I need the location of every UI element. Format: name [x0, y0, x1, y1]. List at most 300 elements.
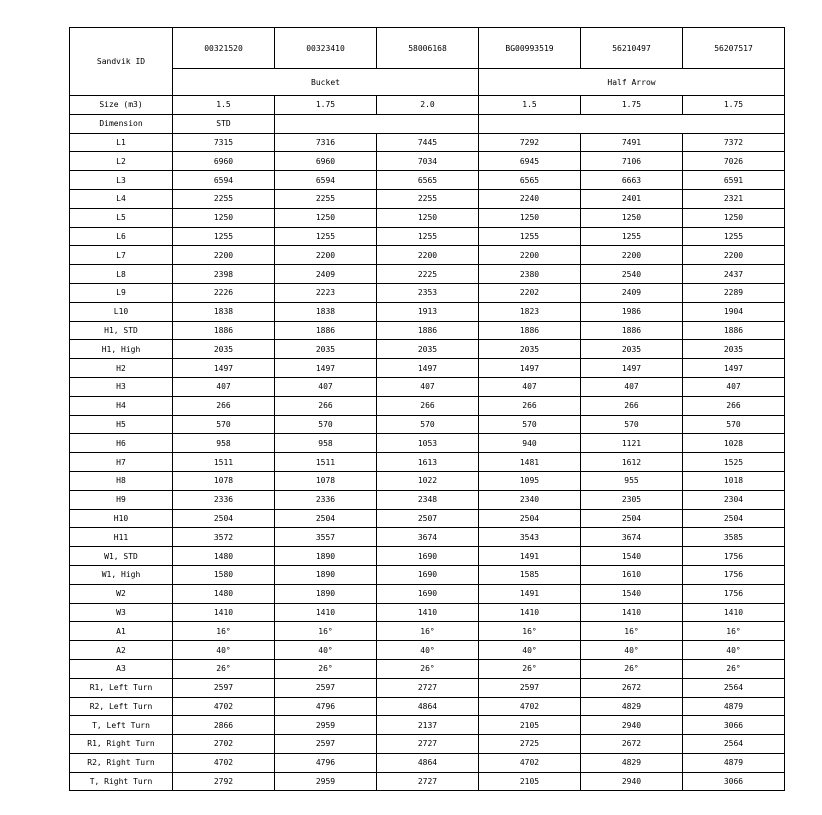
value-cell: 2336 — [173, 490, 275, 509]
value-cell: 2304 — [683, 490, 785, 509]
value-cell: 958 — [275, 434, 377, 453]
value-cell: 570 — [683, 415, 785, 434]
value-cell: 7315 — [173, 133, 275, 152]
value-cell: 1410 — [377, 603, 479, 622]
value-cell: 40° — [479, 641, 581, 660]
value-cell: 1255 — [377, 227, 479, 246]
row-label: A3 — [70, 659, 173, 678]
value-cell: 1491 — [479, 547, 581, 566]
value-cell: 6565 — [377, 171, 479, 190]
value-cell: 6663 — [581, 171, 683, 190]
row-label: R2, Right Turn — [70, 753, 173, 772]
value-cell: 2727 — [377, 772, 479, 791]
row-label: L3 — [70, 171, 173, 190]
value-cell: 1580 — [173, 565, 275, 584]
value-cell: 1886 — [683, 321, 785, 340]
empty-cell — [479, 114, 785, 133]
value-cell: 16° — [581, 622, 683, 641]
value-cell: 1986 — [581, 302, 683, 321]
value-cell: 4702 — [173, 697, 275, 716]
value-cell: 1018 — [683, 471, 785, 490]
value-cell: 1886 — [377, 321, 479, 340]
table-row — [70, 678, 785, 697]
table-row — [70, 716, 785, 735]
value-cell: 1481 — [479, 453, 581, 472]
value-cell: 266 — [581, 396, 683, 415]
value-cell: 4829 — [581, 753, 683, 772]
value-cell: 2336 — [275, 490, 377, 509]
row-label: L7 — [70, 246, 173, 265]
value-cell: 407 — [173, 377, 275, 396]
value-cell: 2504 — [581, 509, 683, 528]
table-row — [70, 753, 785, 772]
table-row — [70, 528, 785, 547]
value-cell: 7316 — [275, 133, 377, 152]
value-cell: 1250 — [581, 208, 683, 227]
value-cell: 407 — [581, 377, 683, 396]
value-cell: 2597 — [275, 735, 377, 754]
value-cell: 1525 — [683, 453, 785, 472]
value-cell: 40° — [581, 641, 683, 660]
row-label: A2 — [70, 641, 173, 660]
header-id-row — [70, 28, 785, 69]
value-cell: 1585 — [479, 565, 581, 584]
row-label: L5 — [70, 208, 173, 227]
size-cell: 1.5 — [479, 96, 581, 115]
value-cell: 1838 — [173, 302, 275, 321]
value-cell: 570 — [479, 415, 581, 434]
table-row — [70, 208, 785, 227]
value-cell: 2725 — [479, 735, 581, 754]
value-cell: 1250 — [275, 208, 377, 227]
value-cell: 6960 — [173, 152, 275, 171]
value-cell: 2105 — [479, 716, 581, 735]
table-row — [70, 453, 785, 472]
size-cell: 1.75 — [581, 96, 683, 115]
value-cell: 2959 — [275, 772, 377, 791]
value-cell: 2035 — [275, 340, 377, 359]
value-cell: 1053 — [377, 434, 479, 453]
row-label: H5 — [70, 415, 173, 434]
value-cell: 1497 — [275, 359, 377, 378]
value-cell: 4702 — [173, 753, 275, 772]
group-half-arrow: Half Arrow — [479, 69, 785, 96]
table-row — [70, 584, 785, 603]
value-cell: 26° — [275, 659, 377, 678]
row-label: H1, High — [70, 340, 173, 359]
value-cell: 1838 — [275, 302, 377, 321]
value-cell: 1491 — [479, 584, 581, 603]
value-cell: 4879 — [683, 753, 785, 772]
size-row — [70, 96, 785, 115]
value-cell: 4796 — [275, 697, 377, 716]
value-cell: 2255 — [275, 189, 377, 208]
value-cell: 2321 — [683, 189, 785, 208]
row-label: A1 — [70, 622, 173, 641]
value-cell: 1410 — [275, 603, 377, 622]
value-cell: 1823 — [479, 302, 581, 321]
table-row — [70, 603, 785, 622]
value-cell: 1890 — [275, 565, 377, 584]
value-cell: 407 — [275, 377, 377, 396]
value-cell: 1904 — [683, 302, 785, 321]
value-cell: 6594 — [173, 171, 275, 190]
table-row — [70, 697, 785, 716]
value-cell: 2200 — [377, 246, 479, 265]
value-cell: 407 — [377, 377, 479, 396]
value-cell: 6591 — [683, 171, 785, 190]
value-cell: 2200 — [173, 246, 275, 265]
value-cell: 6594 — [275, 171, 377, 190]
value-cell: 1497 — [479, 359, 581, 378]
value-cell: 407 — [479, 377, 581, 396]
row-label: T, Right Turn — [70, 772, 173, 791]
table-row — [70, 340, 785, 359]
table-row — [70, 415, 785, 434]
value-cell: 2255 — [377, 189, 479, 208]
table-row — [70, 434, 785, 453]
value-cell: 2727 — [377, 735, 479, 754]
value-cell: 3066 — [683, 716, 785, 735]
value-cell: 2200 — [683, 246, 785, 265]
value-cell: 1497 — [581, 359, 683, 378]
value-cell: 26° — [683, 659, 785, 678]
spec-table-body — [70, 28, 785, 791]
value-cell: 40° — [683, 641, 785, 660]
row-label: W2 — [70, 584, 173, 603]
table-row — [70, 359, 785, 378]
value-cell: 1540 — [581, 547, 683, 566]
row-label: H10 — [70, 509, 173, 528]
value-cell: 2409 — [581, 283, 683, 302]
value-cell: 26° — [581, 659, 683, 678]
table-row — [70, 471, 785, 490]
value-cell: 2866 — [173, 716, 275, 735]
table-row — [70, 622, 785, 641]
value-cell: 40° — [275, 641, 377, 660]
value-cell: 2305 — [581, 490, 683, 509]
value-cell: 266 — [377, 396, 479, 415]
value-cell: 16° — [275, 622, 377, 641]
value-cell: 2035 — [479, 340, 581, 359]
row-label: L4 — [70, 189, 173, 208]
value-cell: 2597 — [479, 678, 581, 697]
value-cell: 1756 — [683, 565, 785, 584]
value-cell: 1613 — [377, 453, 479, 472]
value-cell: 1913 — [377, 302, 479, 321]
value-cell: 7372 — [683, 133, 785, 152]
value-cell: 1480 — [173, 584, 275, 603]
value-cell: 1511 — [173, 453, 275, 472]
value-cell: 2792 — [173, 772, 275, 791]
value-cell: 1612 — [581, 453, 683, 472]
size-cell: 1.5 — [173, 96, 275, 115]
value-cell: 2380 — [479, 265, 581, 284]
value-cell: 2597 — [275, 678, 377, 697]
empty-cell — [275, 114, 479, 133]
value-cell: 2200 — [479, 246, 581, 265]
value-cell: 2564 — [683, 735, 785, 754]
row-label: R1, Left Turn — [70, 678, 173, 697]
value-cell: 1497 — [173, 359, 275, 378]
value-cell: 2255 — [173, 189, 275, 208]
row-label: L10 — [70, 302, 173, 321]
value-cell: 1078 — [275, 471, 377, 490]
value-cell: 1255 — [683, 227, 785, 246]
value-cell: 7491 — [581, 133, 683, 152]
row-label: W3 — [70, 603, 173, 622]
value-cell: 1480 — [173, 547, 275, 566]
value-cell: 1890 — [275, 584, 377, 603]
value-cell: 1022 — [377, 471, 479, 490]
value-cell: 1255 — [173, 227, 275, 246]
dimension-row — [70, 114, 785, 133]
row-label: Size (m3) — [70, 96, 173, 115]
size-cell: 2.0 — [377, 96, 479, 115]
value-cell: 2398 — [173, 265, 275, 284]
table-row — [70, 396, 785, 415]
value-cell: 2959 — [275, 716, 377, 735]
table-row — [70, 189, 785, 208]
row-label: R1, Right Turn — [70, 735, 173, 754]
row-label: H9 — [70, 490, 173, 509]
value-cell: 955 — [581, 471, 683, 490]
value-cell: 2137 — [377, 716, 479, 735]
value-cell: 7026 — [683, 152, 785, 171]
value-cell: 40° — [173, 641, 275, 660]
value-cell: 2940 — [581, 772, 683, 791]
value-cell: 1410 — [581, 603, 683, 622]
value-cell: 1028 — [683, 434, 785, 453]
value-cell: 1250 — [377, 208, 479, 227]
value-cell: 2353 — [377, 283, 479, 302]
table-row — [70, 772, 785, 791]
value-cell: 2105 — [479, 772, 581, 791]
value-cell: 1886 — [581, 321, 683, 340]
value-cell: 40° — [377, 641, 479, 660]
row-label: H11 — [70, 528, 173, 547]
value-cell: 6565 — [479, 171, 581, 190]
value-cell: 2504 — [479, 509, 581, 528]
value-cell: 1255 — [479, 227, 581, 246]
value-cell: 3674 — [581, 528, 683, 547]
value-cell: 4864 — [377, 753, 479, 772]
value-cell: 1886 — [173, 321, 275, 340]
value-cell: 1121 — [581, 434, 683, 453]
table-row — [70, 321, 785, 340]
value-cell: 16° — [683, 622, 785, 641]
table-row — [70, 171, 785, 190]
value-cell: 2035 — [683, 340, 785, 359]
value-cell: 2504 — [683, 509, 785, 528]
sandvik-id-label: Sandvik ID — [70, 28, 173, 96]
row-label: Dimension — [70, 114, 173, 133]
row-label: W1, STD — [70, 547, 173, 566]
table-row — [70, 641, 785, 660]
row-label: L9 — [70, 283, 173, 302]
row-label: R2, Left Turn — [70, 697, 173, 716]
header-group-row — [70, 69, 785, 96]
value-cell: 1540 — [581, 584, 683, 603]
row-label: L6 — [70, 227, 173, 246]
sandvik-id-cell: 00323410 — [275, 28, 377, 69]
dimension-std-cell: STD — [173, 114, 275, 133]
value-cell: 2225 — [377, 265, 479, 284]
table-row — [70, 565, 785, 584]
value-cell: 3066 — [683, 772, 785, 791]
value-cell: 1497 — [683, 359, 785, 378]
sandvik-id-cell: 58006168 — [377, 28, 479, 69]
sandvik-id-cell: 00321520 — [173, 28, 275, 69]
value-cell: 6945 — [479, 152, 581, 171]
value-cell: 958 — [173, 434, 275, 453]
value-cell: 2289 — [683, 283, 785, 302]
size-cell: 1.75 — [683, 96, 785, 115]
value-cell: 1890 — [275, 547, 377, 566]
value-cell: 570 — [275, 415, 377, 434]
value-cell: 2940 — [581, 716, 683, 735]
value-cell: 2200 — [581, 246, 683, 265]
value-cell: 1690 — [377, 565, 479, 584]
group-bucket: Bucket — [173, 69, 479, 96]
value-cell: 2504 — [275, 509, 377, 528]
value-cell: 1078 — [173, 471, 275, 490]
value-cell: 4879 — [683, 697, 785, 716]
value-cell: 4829 — [581, 697, 683, 716]
value-cell: 2240 — [479, 189, 581, 208]
value-cell: 1610 — [581, 565, 683, 584]
row-label: H4 — [70, 396, 173, 415]
value-cell: 2672 — [581, 678, 683, 697]
value-cell: 3585 — [683, 528, 785, 547]
value-cell: 7445 — [377, 133, 479, 152]
value-cell: 16° — [377, 622, 479, 641]
value-cell: 7292 — [479, 133, 581, 152]
value-cell: 2672 — [581, 735, 683, 754]
value-cell: 26° — [377, 659, 479, 678]
value-cell: 26° — [173, 659, 275, 678]
size-cell: 1.75 — [275, 96, 377, 115]
value-cell: 2348 — [377, 490, 479, 509]
row-label: L2 — [70, 152, 173, 171]
value-cell: 1250 — [683, 208, 785, 227]
value-cell: 7106 — [581, 152, 683, 171]
value-cell: 2202 — [479, 283, 581, 302]
value-cell: 1690 — [377, 584, 479, 603]
table-row — [70, 265, 785, 284]
table-row — [70, 659, 785, 678]
value-cell: 2226 — [173, 283, 275, 302]
value-cell: 16° — [479, 622, 581, 641]
value-cell: 2200 — [275, 246, 377, 265]
value-cell: 1255 — [275, 227, 377, 246]
value-cell: 1410 — [479, 603, 581, 622]
value-cell: 1690 — [377, 547, 479, 566]
row-label: L8 — [70, 265, 173, 284]
row-label: H2 — [70, 359, 173, 378]
value-cell: 2340 — [479, 490, 581, 509]
value-cell: 2437 — [683, 265, 785, 284]
value-cell: 3557 — [275, 528, 377, 547]
table-row — [70, 227, 785, 246]
value-cell: 940 — [479, 434, 581, 453]
value-cell: 2401 — [581, 189, 683, 208]
value-cell: 4702 — [479, 697, 581, 716]
table-row — [70, 547, 785, 566]
row-label: L1 — [70, 133, 173, 152]
value-cell: 266 — [275, 396, 377, 415]
value-cell: 1250 — [479, 208, 581, 227]
value-cell: 7034 — [377, 152, 479, 171]
table-row — [70, 302, 785, 321]
value-cell: 1410 — [683, 603, 785, 622]
value-cell: 3674 — [377, 528, 479, 547]
row-label: H6 — [70, 434, 173, 453]
value-cell: 570 — [377, 415, 479, 434]
value-cell: 1410 — [173, 603, 275, 622]
row-label: T, Left Turn — [70, 716, 173, 735]
value-cell: 2223 — [275, 283, 377, 302]
value-cell: 2702 — [173, 735, 275, 754]
value-cell: 3572 — [173, 528, 275, 547]
value-cell: 16° — [173, 622, 275, 641]
table-row — [70, 490, 785, 509]
row-label: H1, STD — [70, 321, 173, 340]
sandvik-id-cell: 56207517 — [683, 28, 785, 69]
row-label: W1, High — [70, 565, 173, 584]
value-cell: 266 — [683, 396, 785, 415]
value-cell: 2409 — [275, 265, 377, 284]
table-row — [70, 246, 785, 265]
spec-table — [69, 27, 785, 791]
value-cell: 1255 — [581, 227, 683, 246]
value-cell: 266 — [173, 396, 275, 415]
row-label: H8 — [70, 471, 173, 490]
table-row — [70, 283, 785, 302]
value-cell: 570 — [173, 415, 275, 434]
value-cell: 4702 — [479, 753, 581, 772]
table-row — [70, 509, 785, 528]
value-cell: 1250 — [173, 208, 275, 227]
value-cell: 2035 — [173, 340, 275, 359]
row-label: H3 — [70, 377, 173, 396]
table-row — [70, 152, 785, 171]
value-cell: 1886 — [479, 321, 581, 340]
table-row — [70, 377, 785, 396]
table-row — [70, 735, 785, 754]
value-cell: 2727 — [377, 678, 479, 697]
value-cell: 2597 — [173, 678, 275, 697]
value-cell: 570 — [581, 415, 683, 434]
value-cell: 1756 — [683, 584, 785, 603]
value-cell: 6960 — [275, 152, 377, 171]
value-cell: 4864 — [377, 697, 479, 716]
value-cell: 2540 — [581, 265, 683, 284]
value-cell: 2035 — [377, 340, 479, 359]
sandvik-id-cell: BG00993519 — [479, 28, 581, 69]
value-cell: 1095 — [479, 471, 581, 490]
value-cell: 1886 — [275, 321, 377, 340]
value-cell: 1497 — [377, 359, 479, 378]
table-row — [70, 133, 785, 152]
sandvik-id-cell: 56210497 — [581, 28, 683, 69]
value-cell: 2035 — [581, 340, 683, 359]
row-label: H7 — [70, 453, 173, 472]
value-cell: 407 — [683, 377, 785, 396]
value-cell: 2507 — [377, 509, 479, 528]
value-cell: 2504 — [173, 509, 275, 528]
value-cell: 4796 — [275, 753, 377, 772]
